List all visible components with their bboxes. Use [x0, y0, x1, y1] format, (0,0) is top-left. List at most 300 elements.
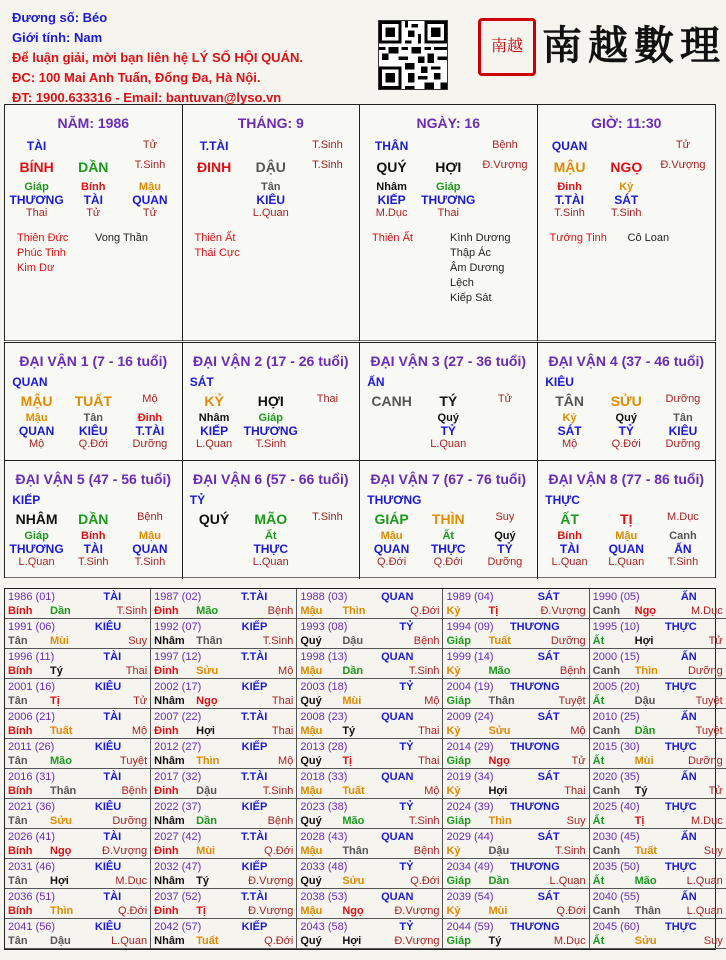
year-life-stage: Mộ: [131, 725, 148, 737]
year-branch: Dậu: [342, 635, 364, 647]
dai-van-stem-branch-row: [541, 393, 711, 409]
year-branch: Ngọ: [342, 905, 364, 917]
year-ten-god: TỶ: [399, 741, 414, 753]
year-ten-god: SÁT: [537, 651, 560, 663]
pillar-stem-branch: T.Sinh: [134, 159, 166, 171]
dai-van-life-stage: Dưỡng: [132, 438, 168, 450]
year-top: [8, 770, 147, 784]
year-life-stage: L.Quan: [111, 935, 148, 947]
year-stem: Tân: [8, 935, 28, 947]
pillar-stem-branch: Đ.Vượng: [482, 159, 528, 171]
year-cell: [590, 589, 726, 619]
pillar-life-stage: [299, 207, 356, 219]
dai-van-hidden-stem: Quý: [494, 530, 516, 542]
year-cell: [590, 739, 726, 769]
year-ten-god: KIẾP: [241, 681, 268, 693]
year-branch: Thìn: [50, 905, 74, 917]
pillar-ten-god: [655, 193, 712, 207]
year-label: 2038 (53): [300, 891, 348, 903]
stars-left: [17, 231, 95, 276]
dai-van-life-stage: Dưỡng: [487, 556, 523, 568]
year-label: 1992 (07): [154, 621, 202, 633]
year-branch: Tị: [50, 695, 60, 707]
year-branch: Dần: [488, 875, 510, 887]
year-label: 2022 (37): [154, 801, 202, 813]
dai-van-stem-branch: M.Dục: [667, 511, 699, 523]
year-bottom: [446, 604, 585, 618]
year-ten-god: T.TÀI: [241, 591, 268, 603]
year-ten-god: QUAN: [381, 831, 414, 843]
dai-van-life-stage: [299, 438, 356, 450]
year-ten-god: THƯƠNG: [509, 621, 560, 633]
dai-van-stem-branch: ẤT: [560, 511, 579, 527]
year-bottom: [8, 664, 147, 678]
dai-van-stem-branch-row: [541, 511, 711, 527]
dai-van-ten-god: TỶ: [497, 542, 513, 556]
year-life-stage: Tử: [708, 635, 723, 647]
year-label: 2000 (15): [592, 651, 640, 663]
year-label: 2037 (52): [154, 891, 202, 903]
year-ten-god: QUAN: [381, 591, 414, 603]
year-bottom: [8, 724, 147, 738]
year-label: 2012 (27): [154, 741, 202, 753]
year-life-stage: T.Sinh: [408, 815, 440, 827]
year-stem: Canh: [592, 605, 621, 617]
dai-van-stem-branch: Bệnh: [137, 511, 163, 523]
year-life-stage: Q.Đới: [410, 875, 440, 887]
year-label: 2011 (26): [8, 741, 55, 753]
year-bottom: [8, 754, 147, 768]
year-branch: Thân: [50, 785, 77, 797]
dai-van-stem-branch: TÝ: [439, 393, 458, 409]
year-top: [593, 620, 723, 634]
pillar-ten-god: [299, 193, 356, 207]
dai-van-top-god: TỶ: [189, 493, 206, 507]
year-bottom: [446, 634, 585, 648]
year-cell: [151, 739, 297, 769]
year-branch: Mão: [196, 605, 219, 617]
year-top: [446, 890, 585, 904]
star-item: Kiếp Sát: [450, 292, 492, 304]
dai-van-header: ĐẠI VẬN 7 (67 - 76 tuổi): [370, 471, 527, 487]
chart-info: [12, 8, 303, 108]
year-bottom: [300, 814, 439, 828]
year-branch: Thân: [342, 845, 369, 857]
pillar-stem-branch-row: [541, 159, 711, 175]
dai-van-ten-god-row: [186, 424, 356, 438]
contact-address: ĐC: 100 Mai Anh Tuấn, Đống Đa, Hà Nội.: [12, 70, 261, 85]
year-label: 2014 (29): [446, 741, 494, 753]
dai-van-header: ĐẠI VẬN 2 (17 - 26 tuổi): [192, 353, 349, 369]
year-label: 1993 (08): [300, 621, 348, 633]
year-label: 2032 (47): [154, 861, 202, 873]
year-ten-god: QUAN: [381, 891, 414, 903]
star-item: Âm Dương Lệch: [450, 262, 505, 289]
year-life-stage: Bệnh: [267, 605, 294, 617]
year-branch: Ngọ: [488, 755, 510, 767]
year-top: [300, 650, 439, 664]
year-stem: Quý: [300, 755, 322, 767]
year-label: 2023 (38): [300, 801, 348, 813]
year-stem: Canh: [592, 665, 621, 677]
pillar-top-god: TÀI: [26, 139, 47, 153]
year-branch: Hợi: [488, 785, 508, 797]
year-stem: Bính: [8, 725, 33, 737]
year-branch: Tuất: [488, 635, 511, 647]
year-branch: Ngọ: [634, 605, 657, 617]
dai-van-stem-branch: HỢI: [257, 393, 284, 409]
year-ten-god: TÀI: [103, 771, 122, 783]
year-top: [154, 740, 293, 754]
dai-van-hidden-stem: Tân: [673, 412, 693, 424]
year-ten-god: TÀI: [103, 711, 122, 723]
pillar-stem-branch: T.Sinh: [312, 159, 343, 171]
pillar-life-stage-row: [363, 207, 533, 219]
stars-left: [550, 231, 628, 246]
year-cell: [5, 829, 151, 859]
year-cell: [5, 709, 151, 739]
dai-van-life-stage: T.Sinh: [77, 556, 109, 568]
pillar-header: NGÀY: 16: [416, 115, 481, 131]
year-branch: Hợi: [342, 935, 362, 947]
pillar-top-god: Bệnh: [492, 139, 518, 151]
year-cell: [590, 859, 726, 889]
dai-van-top-god: KIÊU: [545, 375, 574, 389]
year-cell: [5, 739, 151, 769]
year-cell: [443, 619, 589, 649]
year-bottom: [593, 814, 723, 828]
dai-van-hidden-stem: Mậu: [615, 530, 638, 542]
year-label: 2018 (33): [300, 771, 348, 783]
year-stem: Mậu: [300, 905, 323, 917]
year-ten-god: THỰC: [664, 801, 697, 813]
dai-van-hidden-stem: Nhâm: [198, 412, 230, 424]
pillar-cell: [538, 105, 716, 341]
year-ten-god: KIẾP: [241, 801, 268, 813]
year-bottom: [8, 904, 147, 918]
person-name: Đương số: Béo: [12, 10, 108, 25]
year-life-stage: Mộ: [424, 695, 440, 707]
dai-van-hidden-stem: Giáp: [24, 530, 49, 542]
qr-code-icon[interactable]: [378, 20, 448, 90]
year-cell: [151, 799, 297, 829]
year-label: 1999 (14): [446, 651, 494, 663]
year-top: [593, 890, 723, 904]
year-top: [446, 740, 585, 754]
year-life-stage: Đ.Vượng: [248, 875, 294, 887]
pillar-stars: [5, 231, 182, 276]
year-bottom: [593, 904, 723, 918]
dai-van-header: ĐẠI VẬN 4 (37 - 46 tuổi): [548, 353, 705, 369]
dai-van-hidden-stem: Kỷ: [562, 412, 577, 424]
dai-van-ten-god: [299, 424, 356, 438]
year-bottom: [446, 814, 585, 828]
star-item: Thiên Ất: [372, 232, 413, 244]
pillar-ten-god: THƯƠNG: [9, 193, 64, 207]
year-top: [154, 590, 293, 604]
year-ten-god: THỰC: [664, 621, 697, 633]
year-cell: [590, 829, 726, 859]
year-cell: [151, 829, 297, 859]
year-label: 2039 (54): [446, 891, 494, 903]
star-item: Thiên Ất: [194, 232, 236, 244]
pillar-top-god: T.Sinh: [312, 139, 343, 151]
year-top: [154, 650, 293, 664]
dai-van-ten-god-row: [8, 542, 178, 556]
year-ten-god: THỰC: [664, 861, 697, 873]
year-top: [593, 680, 723, 694]
year-stem: Giáp: [446, 875, 471, 887]
dai-van-life-stage: T.Sinh: [134, 556, 166, 568]
year-life-stage: Q.Đới: [264, 845, 294, 857]
dai-van-ten-god-row: [541, 424, 711, 438]
dai-van-life-stage: Q.Đới: [433, 556, 463, 568]
year-ten-god: KIÊU: [94, 621, 122, 633]
stars-left: [372, 231, 450, 306]
year-top: [300, 860, 439, 874]
dai-van-stem-branch: MẬU: [20, 393, 53, 409]
year-life-stage: Dưỡng: [687, 755, 723, 767]
year-cell: [590, 889, 726, 919]
year-stem: Bính: [8, 665, 33, 677]
dai-van-stem-branch-row: [8, 511, 178, 527]
year-top: [154, 830, 293, 844]
dai-van-ten-god: QUAN: [373, 542, 410, 556]
dai-van-life-stage: L.Quan: [18, 556, 55, 568]
year-cell: [5, 619, 151, 649]
year-life-stage: Q.Đới: [556, 905, 586, 917]
year-label: 2034 (49): [446, 861, 494, 873]
year-ten-god: SÁT: [537, 591, 560, 603]
year-bottom: [154, 724, 293, 738]
year-life-stage: Mộ: [278, 665, 294, 677]
year-label: 2003 (18): [300, 681, 348, 693]
pillar-stem-branch-row: [363, 159, 533, 175]
year-life-stage: L.Quan: [686, 905, 723, 917]
dai-van-ten-god: [363, 424, 420, 438]
year-stem: Mậu: [300, 665, 323, 677]
pillar-hidden-stem: Giáp: [436, 181, 461, 193]
year-stem: Đinh: [154, 785, 179, 797]
year-cell: [443, 889, 589, 919]
dai-van-ten-god: QUAN: [132, 542, 168, 556]
year-cell: [590, 919, 726, 949]
year-life-stage: Suy: [703, 845, 723, 857]
dai-van-cell: [183, 343, 361, 461]
dai-van-life-stage-row: [186, 438, 356, 450]
dai-van-grid: [4, 342, 716, 578]
dai-van-stem-branch: Suy: [495, 511, 515, 523]
pillar-life-stage: [477, 207, 534, 219]
year-bottom: [300, 604, 439, 618]
year-life-stage: Bệnh: [267, 815, 294, 827]
year-label: 2010 (25): [592, 711, 640, 723]
year-stem: Nhâm: [154, 875, 185, 887]
year-life-stage: Thai: [271, 695, 294, 707]
dai-van-ten-god: TÀI: [559, 542, 580, 556]
year-top: [154, 620, 293, 634]
year-stem: Bính: [8, 785, 33, 797]
year-label: 2026 (41): [8, 831, 56, 843]
pillar-life-stage: M.Dục: [375, 207, 408, 219]
year-ten-god: TÀI: [103, 831, 122, 843]
year-life-stage: Đ.Vượng: [394, 935, 440, 947]
year-top: [593, 590, 723, 604]
year-cell: [5, 889, 151, 919]
pillar-ten-god: QUAN: [132, 193, 168, 207]
dai-van-hidden-stem: [299, 412, 356, 424]
year-ten-god: THỰC: [664, 681, 697, 693]
dai-van-header: ĐẠI VẬN 5 (47 - 56 tuổi): [15, 471, 172, 487]
pillar-cell: [183, 105, 361, 341]
pillar-life-stage: Tử: [142, 207, 157, 219]
pillar-stem-branch: HỢI: [435, 159, 462, 175]
pillar-header: GIỜ: 11:30: [591, 115, 662, 131]
pillar-top-god: [598, 139, 655, 153]
year-ten-god: KIẾP: [241, 921, 268, 933]
year-stem: Quý: [300, 875, 322, 887]
year-branch: Thìn: [488, 815, 512, 827]
year-stem: Tân: [8, 755, 28, 767]
pillar-life-stage: T.Sinh: [554, 207, 585, 219]
dai-van-ten-god: THƯƠNG: [9, 542, 64, 556]
year-cell: [590, 799, 726, 829]
year-life-stage: T.Sinh: [408, 665, 440, 677]
dai-van-cell: [538, 343, 716, 461]
pillar-stem-branch: Đ.Vượng: [660, 159, 706, 171]
year-label: 2044 (59): [446, 921, 494, 933]
dai-van-life-stage: Q.Đới: [376, 556, 407, 568]
year-stem: Nhâm: [154, 815, 185, 827]
year-top: [446, 650, 585, 664]
year-label: 1994 (09): [446, 621, 494, 633]
dai-van-top-god: THƯƠNG: [367, 493, 422, 507]
year-top: [593, 770, 723, 784]
dai-van-life-stage: L.Quan: [551, 556, 588, 568]
pillar-ten-god: KIÊU: [256, 193, 286, 207]
dai-van-life-stage-row: [363, 438, 533, 450]
dai-van-hidden-stem: Bính: [81, 530, 106, 542]
year-bottom: [300, 784, 439, 798]
dai-van-stem-branch-row: [363, 511, 533, 527]
stars-right: [273, 231, 348, 261]
year-bottom: [300, 904, 439, 918]
pillar-hidden-stem: Giáp: [24, 181, 49, 193]
year-branch: Dậu: [634, 695, 656, 707]
year-stem: Nhâm: [154, 635, 185, 647]
year-cell: [297, 589, 443, 619]
year-cell: [151, 589, 297, 619]
pillar-hidden-stem: [299, 181, 356, 193]
year-label: 2019 (34): [446, 771, 494, 783]
year-ten-god: TỶ: [399, 861, 414, 873]
year-cell: [151, 679, 297, 709]
year-cell: [151, 859, 297, 889]
dai-van-ten-god-row: [186, 542, 356, 556]
year-stem: Tân: [8, 695, 28, 707]
year-life-stage: Suy: [703, 935, 723, 947]
year-cell: [297, 679, 443, 709]
dai-van-stem-branch: Dưỡng: [665, 393, 701, 405]
dai-van-life-stage: L.Quan: [252, 556, 289, 568]
year-branch: Tý: [634, 785, 648, 797]
dai-van-ten-god-row: [363, 542, 533, 556]
dai-van-hidden-stem: Quý: [437, 412, 459, 424]
year-life-stage: M.Dục: [115, 875, 148, 887]
dai-van-life-stage-row: [541, 438, 711, 450]
dai-van-hidden-stem: Bính: [557, 530, 582, 542]
year-stem: Mậu: [300, 785, 323, 797]
star-item: Thiên Đức: [17, 232, 69, 244]
year-cell: [443, 649, 589, 679]
year-bottom: [154, 934, 293, 948]
year-branch: Dậu: [488, 845, 510, 857]
year-bottom: [300, 634, 439, 648]
year-branch: Tuất: [342, 785, 365, 797]
year-label: 2013 (28): [300, 741, 348, 753]
year-branch: Sửu: [488, 725, 511, 737]
year-stem: Bính: [8, 845, 33, 857]
pillar-stars: [360, 231, 537, 306]
dai-van-hidden-stem: [363, 412, 420, 424]
year-top: [8, 890, 147, 904]
year-label: 2036 (51): [8, 891, 56, 903]
dai-van-ten-god: TỶ: [440, 424, 456, 438]
dai-van-ten-god: THỰC: [253, 542, 289, 556]
year-branch: Tý: [342, 725, 356, 737]
year-branch: Tý: [196, 875, 209, 887]
pillar-ten-god: THƯƠNG: [421, 193, 476, 207]
year-bottom: [154, 844, 293, 858]
contact-phone-email: ĐT: 1900.633316 - Email: bantuvan@lyso.vn: [12, 90, 282, 105]
dai-van-life-stage: Q.Đới: [611, 438, 641, 450]
year-label: 2041 (56): [8, 921, 56, 933]
year-ten-god: QUAN: [381, 711, 414, 723]
year-branch: Ngọ: [196, 695, 218, 707]
year-cell: [297, 859, 443, 889]
year-branch: Mùi: [634, 755, 654, 767]
dai-van-life-stage: T.Sinh: [667, 556, 699, 568]
year-stem: Tân: [8, 635, 28, 647]
year-label: 2021 (36): [8, 801, 56, 813]
year-life-stage: Tử: [133, 695, 148, 707]
year-bottom: [154, 904, 293, 918]
pillar-hidden-stem-row: [8, 181, 178, 193]
year-life-stage: M.Dục: [690, 815, 723, 827]
year-cell: [151, 769, 297, 799]
year-top: [8, 710, 147, 724]
pillar-ten-god: [186, 193, 243, 207]
dai-van-ten-god: KIÊU: [668, 424, 698, 438]
year-branch: Mùi: [342, 695, 362, 707]
year-life-stage: Tuyệt: [695, 725, 723, 737]
year-top: [8, 620, 147, 634]
star-item: Phúc Tinh: [17, 247, 66, 259]
dai-van-top-god: SÁT: [189, 375, 214, 389]
dai-van-stem-branch: DẦN: [78, 511, 109, 527]
dai-van-life-stage: [363, 438, 420, 450]
year-top: [446, 590, 585, 604]
year-branch: Tý: [50, 665, 63, 677]
pillar-life-stage-row: [8, 207, 178, 219]
dai-van-hidden-stem-row: [541, 530, 711, 542]
dai-van-ten-god: THƯƠNG: [243, 424, 298, 438]
year-label: 2001 (16): [8, 681, 56, 693]
year-label: 2028 (43): [300, 831, 348, 843]
year-top: [446, 770, 585, 784]
year-stem: Mậu: [300, 725, 323, 737]
year-branch: Mùi: [50, 635, 69, 647]
